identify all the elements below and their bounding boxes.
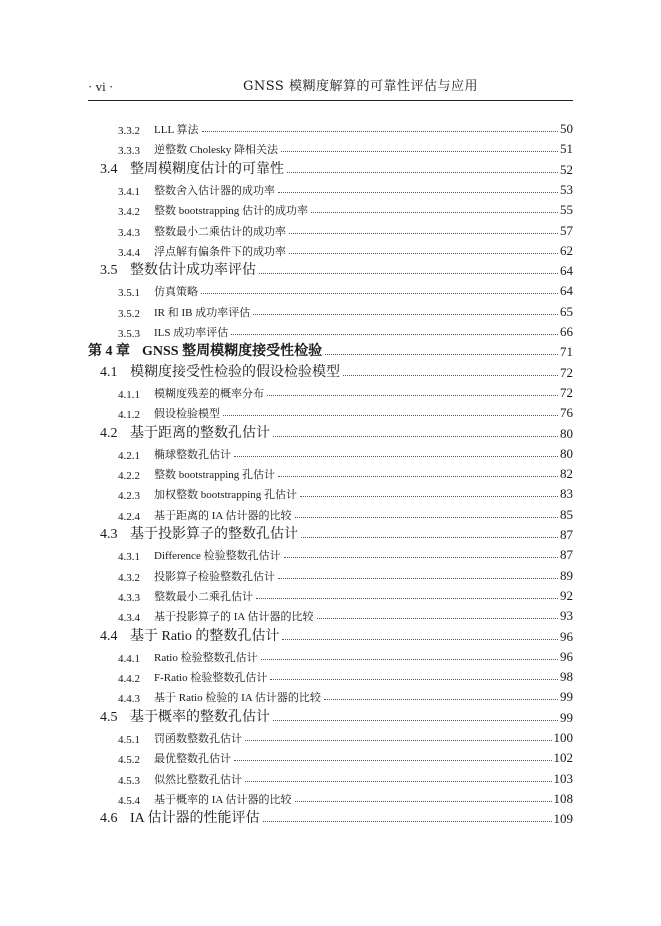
toc-entry-title: 投影算子检验整数孔估计: [154, 570, 275, 583]
toc-entry-page: 99: [560, 709, 573, 725]
dot-leader: [245, 781, 552, 782]
toc-entry-page: 80: [560, 445, 573, 461]
toc-entry[interactable]: [88, 523, 573, 543]
dot-leader: [263, 821, 552, 822]
toc-entry[interactable]: [88, 340, 573, 360]
toc-entry-number: 4.3.2: [118, 571, 140, 584]
toc-entry-title: 基于概率的整数孔估计: [130, 709, 270, 725]
dot-leader: [201, 293, 558, 294]
toc-entry-number: 4.5.2: [118, 754, 140, 767]
dot-leader: [253, 314, 558, 315]
running-title: GNSS 模糊度解算的可靠性评估与应用: [243, 79, 478, 94]
dot-leader: [311, 212, 558, 213]
toc-entry[interactable]: [88, 685, 573, 705]
toc-entry[interactable]: [88, 422, 573, 442]
toc-entry-number: 4.2: [100, 425, 118, 441]
toc-entry-number: 4.2.1: [118, 449, 140, 462]
dot-leader: [245, 740, 552, 741]
toc-entry-number: 第 4 章: [88, 344, 130, 360]
toc-entry[interactable]: [88, 219, 573, 239]
toc-entry-title: 罚函数整数孔估计: [154, 733, 242, 745]
toc-entry-page: 98: [560, 669, 573, 685]
toc-entry[interactable]: [88, 807, 573, 827]
toc-entry-page: 92: [560, 587, 573, 603]
toc-entry-number: 4.1.2: [118, 409, 140, 422]
toc-entry-title: 整数 bootstrapping 孔估计: [154, 469, 275, 482]
toc-entry[interactable]: [88, 482, 573, 502]
toc-entry-page: 50: [560, 121, 573, 136]
toc-entry-title: GNSS 整周模糊度接受性检验: [142, 344, 323, 360]
toc-entry-number: 4.4.1: [118, 652, 140, 665]
toc-entry-number: 3.4.1: [118, 185, 140, 198]
dot-leader: [278, 578, 558, 579]
toc-entry-number: 4.5.4: [118, 794, 140, 807]
toc-entry-page: 87: [560, 527, 573, 542]
toc-entry-number: 4.5.3: [118, 774, 140, 787]
dot-leader: [317, 618, 559, 619]
toc-entry-page: 65: [560, 303, 573, 319]
toc-entry[interactable]: [88, 503, 573, 523]
dot-leader: [261, 659, 558, 660]
dot-leader: [300, 496, 558, 497]
dot-leader: [234, 456, 558, 457]
toc-entry-page: 96: [560, 628, 573, 644]
toc-entry-title: 基于概率的 IA 估计器的比较: [154, 793, 292, 806]
toc-entry-title: 基于投影算子的 IA 估计器的比较: [154, 611, 314, 624]
toc-entry[interactable]: [88, 178, 573, 198]
toc-entry-number: 4.3.4: [118, 612, 140, 625]
dot-leader: [324, 699, 558, 700]
toc-entry-page: 108: [553, 790, 573, 806]
toc-entry[interactable]: [88, 401, 573, 421]
toc-entry[interactable]: [88, 198, 573, 218]
toc-entry-title: 整数最小二乘估计的成功率: [154, 225, 286, 238]
toc-entry-title: Difference 检验整数孔估计: [154, 550, 281, 563]
toc-entry[interactable]: [88, 117, 573, 137]
toc-entry-number: 3.5.1: [118, 287, 140, 300]
toc-entry-number: 4.3.1: [118, 551, 140, 564]
dot-leader: [202, 131, 559, 132]
toc-entry-number: 4.1.1: [118, 388, 140, 401]
toc-entry-page: 93: [560, 608, 573, 624]
toc-entry-page: 89: [560, 567, 573, 583]
toc-entry[interactable]: [88, 767, 573, 787]
toc-entry-page: 100: [553, 730, 573, 745]
toc-entry-title: F-Ratio 检验整数孔估计: [154, 672, 268, 685]
toc-entry-title: 整数最小二乘孔估计: [154, 590, 253, 603]
toc-entry-title: Ratio 检验整数孔估计: [154, 651, 258, 664]
toc-entry-title: 模糊度残差的概率分布: [154, 387, 264, 400]
toc-entry-page: 87: [560, 547, 573, 563]
page-header: [88, 78, 573, 101]
toc-entry-title: 浮点解有偏条件下的成功率: [154, 245, 286, 258]
toc-entry-number: 4.5: [100, 709, 118, 725]
toc-entry-number: 3.4.3: [118, 226, 140, 239]
dot-leader: [259, 273, 558, 274]
toc-entry[interactable]: [88, 320, 573, 340]
toc-entry-number: 4.1: [100, 364, 118, 380]
toc-entry-page: 82: [560, 466, 573, 482]
toc-entry-page: 55: [560, 202, 573, 218]
toc-entry-page: 109: [553, 811, 573, 827]
dot-leader: [273, 436, 558, 437]
toc-entry-number: 4.5.1: [118, 734, 140, 746]
toc-entry-title: 逆整数 Cholesky 降相关法: [154, 144, 279, 157]
toc-entry-title: 整周模糊度估计的可靠性: [130, 161, 284, 177]
dot-leader: [284, 557, 558, 558]
toc-entry[interactable]: [88, 381, 573, 401]
toc-entry-title: 基于距离的整数孔估计: [130, 425, 270, 441]
toc-entry-page: 57: [560, 222, 573, 238]
toc-entry-title: LLL 算法: [154, 124, 199, 136]
toc-entry[interactable]: [88, 584, 573, 604]
toc-entry[interactable]: [88, 279, 573, 299]
toc-entry-number: 3.5.3: [118, 328, 140, 340]
toc-entry-page: 53: [560, 181, 573, 197]
toc-entry-page: 66: [560, 324, 573, 339]
toc-entry[interactable]: [88, 239, 573, 259]
toc-entry-page: 83: [560, 486, 573, 502]
toc-entry-title: IA 估计器的性能评估: [130, 811, 260, 827]
toc-entry-number: 3.5.2: [118, 307, 140, 320]
toc-entry-title: 整数舍入估计器的成功率: [154, 184, 275, 197]
dot-leader: [267, 395, 558, 396]
dot-leader: [301, 537, 558, 538]
toc-entry-number: 4.2.4: [118, 510, 140, 523]
toc-entry-number: 4.2.3: [118, 490, 140, 503]
dot-leader: [281, 151, 558, 152]
toc-entry-page: 99: [560, 689, 573, 705]
toc-entry[interactable]: [88, 158, 573, 178]
toc-entry[interactable]: [88, 462, 573, 482]
dot-leader: [278, 192, 558, 193]
toc-entry-page: 52: [560, 161, 573, 177]
toc-entry-title: 基于 Ratio 检验的 IA 估计器的比较: [154, 692, 321, 705]
toc-entry-title: 整数 bootstrapping 估计的成功率: [154, 205, 308, 218]
toc-entry[interactable]: [88, 706, 573, 726]
toc-entry[interactable]: [88, 543, 573, 563]
toc-entry-number: 4.3: [100, 527, 118, 542]
toc-entry-page: 85: [560, 506, 573, 522]
toc-entry-page: 64: [560, 283, 573, 299]
toc-entry-page: 72: [560, 384, 573, 400]
dot-leader: [289, 233, 558, 234]
toc-entry[interactable]: [88, 625, 573, 645]
dot-leader: [325, 354, 558, 355]
toc-entry-number: 3.5: [100, 263, 118, 279]
dot-leader: [287, 172, 558, 173]
toc-entry-title: 基于距离的 IA 估计器的比较: [154, 509, 292, 522]
toc-entry-page: 80: [560, 425, 573, 441]
toc-entry-title: 仿真策略: [154, 286, 198, 299]
dot-leader: [256, 598, 558, 599]
toc-entry-title: 椭球整数孔估计: [154, 448, 231, 461]
toc-entry[interactable]: [88, 137, 573, 157]
toc-entry[interactable]: [88, 259, 573, 279]
page-number: · vi ·: [88, 79, 114, 94]
toc-entry-number: 4.6: [100, 811, 118, 827]
toc-entry-title: 假设检验模型: [154, 408, 220, 421]
toc-entry-title: 基于投影算子的整数孔估计: [130, 527, 298, 542]
dot-leader: [270, 679, 558, 680]
toc-entry[interactable]: [88, 361, 573, 381]
toc-entry-page: 62: [560, 242, 573, 258]
toc-entry-page: 96: [560, 648, 573, 664]
toc-entry-title: 最优整数孔估计: [154, 753, 231, 766]
toc-entry[interactable]: [88, 442, 573, 462]
toc-entry[interactable]: [88, 746, 573, 766]
toc-entry[interactable]: [88, 787, 573, 807]
toc-entry-number: 4.4.3: [118, 693, 140, 706]
toc-entry-number: 3.3.3: [118, 145, 140, 158]
toc-entry-number: 3.4: [100, 161, 118, 177]
toc-entry-title: 模糊度接受性检验的假设检验模型: [130, 364, 340, 380]
dot-leader: [231, 334, 558, 335]
toc-entry[interactable]: [88, 564, 573, 584]
toc-entry-number: 4.4: [100, 628, 118, 644]
toc-entry-number: 4.4.2: [118, 673, 140, 686]
toc-entry-page: 76: [560, 405, 573, 421]
toc-entry-number: 3.3.2: [118, 125, 140, 137]
toc-entry-title: IR 和 IB 成功率评估: [154, 306, 251, 319]
toc-entry-number: 3.4.2: [118, 206, 140, 219]
toc-entry-title: 加权整数 bootstrapping 孔估计: [154, 489, 297, 502]
toc-entry-page: 51: [560, 141, 573, 157]
toc-entry[interactable]: [88, 604, 573, 624]
toc-entry-page: 72: [560, 364, 573, 380]
toc-entry[interactable]: [88, 645, 573, 665]
dot-leader: [223, 415, 558, 416]
dot-leader: [289, 253, 558, 254]
toc-entry-title: 基于 Ratio 的整数孔估计: [130, 628, 280, 644]
toc-entry-page: 103: [553, 770, 573, 786]
toc-entry-number: 3.4.4: [118, 246, 140, 259]
toc-entry[interactable]: [88, 726, 573, 746]
toc-entry[interactable]: [88, 665, 573, 685]
toc-entry-title: 整数估计成功率评估: [130, 263, 256, 279]
toc-entry[interactable]: [88, 300, 573, 320]
toc-entry-page: 71: [560, 344, 573, 360]
dot-leader: [234, 760, 552, 761]
dot-leader: [278, 476, 558, 477]
dot-leader: [273, 720, 558, 721]
toc-entry-page: 102: [553, 750, 573, 766]
dot-leader: [282, 639, 558, 640]
dot-leader: [343, 375, 558, 376]
toc-entry-title: 似然比整数孔估计: [154, 773, 242, 786]
dot-leader: [295, 517, 559, 518]
toc-entry-number: 4.2.2: [118, 470, 140, 483]
toc-entry-page: 64: [560, 263, 573, 279]
toc-entry-title: ILS 成功率评估: [154, 327, 229, 339]
dot-leader: [295, 801, 552, 802]
toc-entry-number: 4.3.3: [118, 591, 140, 604]
